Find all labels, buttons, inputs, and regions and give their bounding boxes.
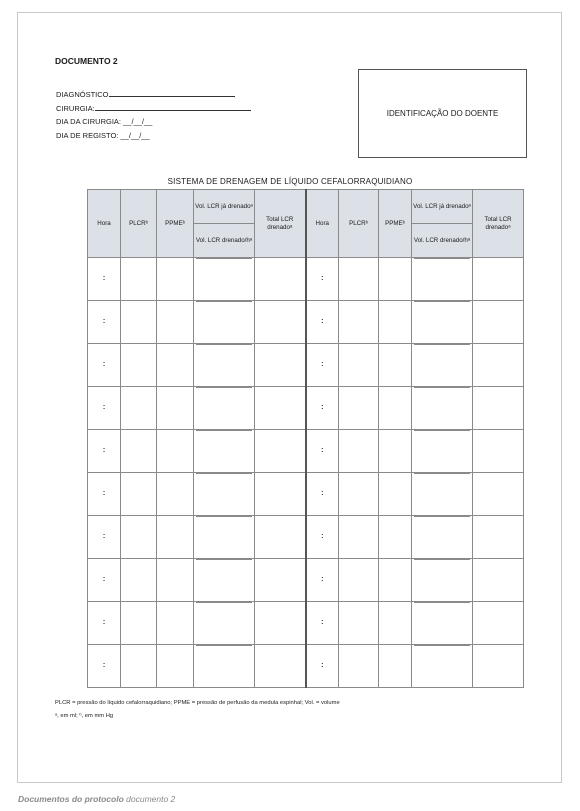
vol-split-line bbox=[414, 559, 470, 560]
cell-ppme[interactable] bbox=[157, 645, 194, 688]
cell-vol[interactable] bbox=[412, 301, 473, 344]
cell-hora[interactable] bbox=[306, 387, 339, 430]
table-row bbox=[88, 473, 524, 516]
header-ppme: PPMEᵇ bbox=[157, 190, 194, 258]
cell-ppme[interactable] bbox=[157, 344, 194, 387]
cell-plcr[interactable] bbox=[339, 430, 379, 473]
cell-ppme[interactable] bbox=[379, 516, 412, 559]
cell-hora[interactable] bbox=[306, 344, 339, 387]
cell-vol[interactable] bbox=[412, 258, 473, 301]
cell-total[interactable] bbox=[255, 301, 306, 344]
vol-split-line bbox=[414, 344, 470, 345]
cell-vol[interactable] bbox=[194, 344, 255, 387]
footnote-units: ᵃ, em ml; ᵇ, em mm Hg bbox=[55, 713, 114, 719]
time-colon: : bbox=[321, 361, 324, 368]
field-dia-registo: DIA DE REGISTO: __/__/__ bbox=[56, 130, 150, 140]
time-colon: : bbox=[321, 619, 324, 626]
cell-vol[interactable] bbox=[194, 258, 255, 301]
page-caption bbox=[18, 794, 175, 804]
cell-hora[interactable] bbox=[88, 473, 121, 516]
caption-bold: Documentos do protocolo bbox=[18, 794, 124, 804]
vol-split-line bbox=[196, 602, 252, 603]
footnotes bbox=[55, 697, 340, 723]
cell-vol[interactable] bbox=[194, 473, 255, 516]
vol-split-line bbox=[414, 645, 470, 646]
cell-ppme[interactable] bbox=[379, 645, 412, 688]
cell-total[interactable] bbox=[473, 645, 524, 688]
cell-vol[interactable] bbox=[412, 645, 473, 688]
cell-vol[interactable] bbox=[412, 516, 473, 559]
time-colon: : bbox=[102, 318, 106, 325]
vol-split-line bbox=[414, 473, 470, 474]
drainage-table bbox=[87, 189, 524, 688]
header-vol-h: Vol. LCR drenado/hᵃ bbox=[412, 224, 473, 258]
vol-split-line bbox=[196, 430, 252, 431]
cell-hora[interactable] bbox=[88, 344, 121, 387]
cell-ppme[interactable] bbox=[379, 258, 412, 301]
table-row bbox=[88, 430, 524, 473]
cell-plcr[interactable] bbox=[121, 258, 157, 301]
cell-plcr[interactable] bbox=[121, 301, 157, 344]
field-dia-cirurgia: DIA DA CIRURGIA: __/__/__ bbox=[56, 117, 153, 126]
cell-total[interactable] bbox=[255, 559, 306, 602]
cell-vol[interactable] bbox=[194, 645, 255, 688]
vol-split-line bbox=[196, 387, 252, 388]
time-colon: : bbox=[102, 447, 106, 454]
header-ppme: PPMEᵇ bbox=[379, 190, 412, 258]
time-colon: : bbox=[102, 404, 106, 411]
table-row bbox=[88, 602, 524, 645]
cell-vol[interactable] bbox=[412, 430, 473, 473]
cell-ppme[interactable] bbox=[379, 387, 412, 430]
vol-split-line bbox=[196, 258, 252, 259]
cell-hora[interactable] bbox=[306, 516, 339, 559]
cell-plcr[interactable] bbox=[339, 473, 379, 516]
vol-split-line bbox=[414, 516, 470, 517]
footnote-abbreviations: PLCR = pressão do líquido cefalorraquidiano; PPME = pressão de perfusão da medula espinhal; Vol. = volume bbox=[55, 700, 340, 706]
cell-vol[interactable] bbox=[194, 559, 255, 602]
cell-total[interactable] bbox=[255, 344, 306, 387]
cell-plcr[interactable] bbox=[121, 430, 157, 473]
cell-hora[interactable] bbox=[88, 258, 121, 301]
cell-ppme[interactable] bbox=[157, 387, 194, 430]
field-line[interactable] bbox=[95, 102, 251, 111]
cell-hora[interactable] bbox=[306, 301, 339, 344]
cell-hora[interactable] bbox=[306, 559, 339, 602]
field-line[interactable] bbox=[109, 88, 235, 97]
vol-split-line bbox=[414, 258, 470, 259]
cell-vol[interactable] bbox=[412, 473, 473, 516]
cell-total[interactable] bbox=[255, 258, 306, 301]
table-title: SISTEMA DE DRENAGEM DE LÍQUIDO CEFALORRAQUIDIANO bbox=[167, 177, 413, 186]
time-colon: : bbox=[102, 662, 106, 669]
cell-vol[interactable] bbox=[194, 430, 255, 473]
cell-plcr[interactable] bbox=[339, 516, 379, 559]
cell-hora[interactable] bbox=[88, 387, 121, 430]
cell-total[interactable] bbox=[473, 344, 524, 387]
cell-vol[interactable] bbox=[194, 387, 255, 430]
time-colon: : bbox=[321, 662, 324, 669]
cell-total[interactable] bbox=[473, 301, 524, 344]
cell-ppme[interactable] bbox=[157, 258, 194, 301]
time-colon: : bbox=[321, 533, 324, 540]
vol-split-line bbox=[196, 344, 252, 345]
table-row bbox=[88, 516, 524, 559]
cell-total[interactable] bbox=[255, 387, 306, 430]
cell-hora[interactable] bbox=[88, 645, 121, 688]
vol-split-line bbox=[414, 301, 470, 302]
time-colon: : bbox=[321, 404, 324, 411]
cell-total[interactable] bbox=[473, 602, 524, 645]
table-row bbox=[88, 387, 524, 430]
vol-split-line bbox=[414, 430, 470, 431]
table-row bbox=[88, 258, 524, 301]
header-hora: Hora bbox=[306, 190, 339, 258]
time-colon: : bbox=[102, 361, 106, 368]
cell-total[interactable] bbox=[473, 387, 524, 430]
cell-hora[interactable] bbox=[306, 258, 339, 301]
cell-ppme[interactable] bbox=[157, 430, 194, 473]
cell-plcr[interactable] bbox=[121, 602, 157, 645]
vol-split-line bbox=[196, 645, 252, 646]
field-cirurgia: CIRURGIA: bbox=[56, 102, 251, 116]
cell-plcr[interactable] bbox=[339, 559, 379, 602]
cell-ppme[interactable] bbox=[379, 602, 412, 645]
cell-plcr[interactable] bbox=[121, 344, 157, 387]
cell-total[interactable] bbox=[255, 645, 306, 688]
cell-hora[interactable] bbox=[306, 430, 339, 473]
time-colon: : bbox=[102, 275, 106, 282]
cell-vol[interactable] bbox=[194, 516, 255, 559]
cell-plcr[interactable] bbox=[121, 473, 157, 516]
time-colon: : bbox=[102, 490, 106, 497]
vol-split-line bbox=[196, 301, 252, 302]
cell-hora[interactable] bbox=[306, 645, 339, 688]
header-hora: Hora bbox=[88, 190, 121, 258]
patient-id-box: IDENTIFICAÇÃO DO DOENTE bbox=[358, 69, 527, 158]
cell-plcr[interactable] bbox=[121, 645, 157, 688]
cell-plcr[interactable] bbox=[339, 258, 379, 301]
vol-split-line bbox=[196, 516, 252, 517]
cell-plcr[interactable] bbox=[339, 301, 379, 344]
cell-vol[interactable] bbox=[194, 301, 255, 344]
header-vol-h: Vol. LCR drenado/hᵃ bbox=[194, 224, 255, 258]
cell-total[interactable] bbox=[473, 516, 524, 559]
time-colon: : bbox=[102, 576, 106, 583]
cell-hora[interactable] bbox=[306, 473, 339, 516]
cell-ppme[interactable] bbox=[379, 473, 412, 516]
cell-hora[interactable] bbox=[88, 301, 121, 344]
cell-plcr[interactable] bbox=[121, 387, 157, 430]
time-colon: : bbox=[321, 576, 324, 583]
cell-total[interactable] bbox=[255, 602, 306, 645]
field-diagnostico: DIAGNÓSTICO bbox=[56, 88, 251, 102]
cell-total[interactable] bbox=[473, 559, 524, 602]
cell-hora[interactable] bbox=[88, 516, 121, 559]
header-total: Total LCR drenadoᵃ bbox=[473, 190, 524, 258]
header-plcr: PLCRᵇ bbox=[121, 190, 157, 258]
cell-ppme[interactable] bbox=[157, 559, 194, 602]
cell-vol[interactable] bbox=[412, 559, 473, 602]
cell-ppme[interactable] bbox=[157, 473, 194, 516]
cell-plcr[interactable] bbox=[339, 387, 379, 430]
cell-total[interactable] bbox=[255, 516, 306, 559]
cell-ppme[interactable] bbox=[379, 301, 412, 344]
cell-plcr[interactable] bbox=[339, 645, 379, 688]
time-colon: : bbox=[102, 619, 106, 626]
cell-total[interactable] bbox=[473, 473, 524, 516]
document-number: DOCUMENTO 2 bbox=[55, 56, 118, 66]
cell-hora[interactable] bbox=[88, 559, 121, 602]
time-colon: : bbox=[321, 318, 324, 325]
cell-vol[interactable] bbox=[412, 602, 473, 645]
cell-total[interactable] bbox=[473, 258, 524, 301]
cell-total[interactable] bbox=[255, 473, 306, 516]
cell-vol[interactable] bbox=[412, 387, 473, 430]
cell-ppme[interactable] bbox=[379, 430, 412, 473]
header-vol-drenado: Vol. LCR já drenadoᵃ bbox=[194, 190, 255, 224]
cell-plcr[interactable] bbox=[121, 516, 157, 559]
cell-total[interactable] bbox=[255, 430, 306, 473]
vol-split-line bbox=[414, 602, 470, 603]
cell-hora[interactable] bbox=[88, 430, 121, 473]
cell-total[interactable] bbox=[473, 430, 524, 473]
cell-ppme[interactable] bbox=[157, 301, 194, 344]
cell-plcr[interactable] bbox=[121, 559, 157, 602]
header-total: Total LCR drenadoᵃ bbox=[255, 190, 306, 258]
time-colon: : bbox=[321, 275, 324, 282]
header-fields bbox=[56, 88, 251, 142]
header-vol-drenado: Vol. LCR já drenadoᵃ bbox=[412, 190, 473, 224]
cell-ppme[interactable] bbox=[379, 559, 412, 602]
caption-rest: documento 2 bbox=[123, 794, 176, 804]
time-colon: : bbox=[321, 447, 324, 454]
cell-vol[interactable] bbox=[194, 602, 255, 645]
table-row bbox=[88, 344, 524, 387]
cell-vol[interactable] bbox=[412, 344, 473, 387]
vol-split-line bbox=[196, 559, 252, 560]
time-colon: : bbox=[321, 490, 324, 497]
cell-hora[interactable] bbox=[88, 602, 121, 645]
header-plcr: PLCRᵇ bbox=[339, 190, 379, 258]
cell-plcr[interactable] bbox=[339, 602, 379, 645]
cell-plcr[interactable] bbox=[339, 344, 379, 387]
cell-ppme[interactable] bbox=[379, 344, 412, 387]
cell-ppme[interactable] bbox=[157, 516, 194, 559]
table-row bbox=[88, 559, 524, 602]
cell-ppme[interactable] bbox=[157, 602, 194, 645]
table-row bbox=[88, 301, 524, 344]
time-colon: : bbox=[102, 533, 106, 540]
cell-hora[interactable] bbox=[306, 602, 339, 645]
table-row bbox=[88, 645, 524, 688]
vol-split-line bbox=[196, 473, 252, 474]
vol-split-line bbox=[414, 387, 470, 388]
